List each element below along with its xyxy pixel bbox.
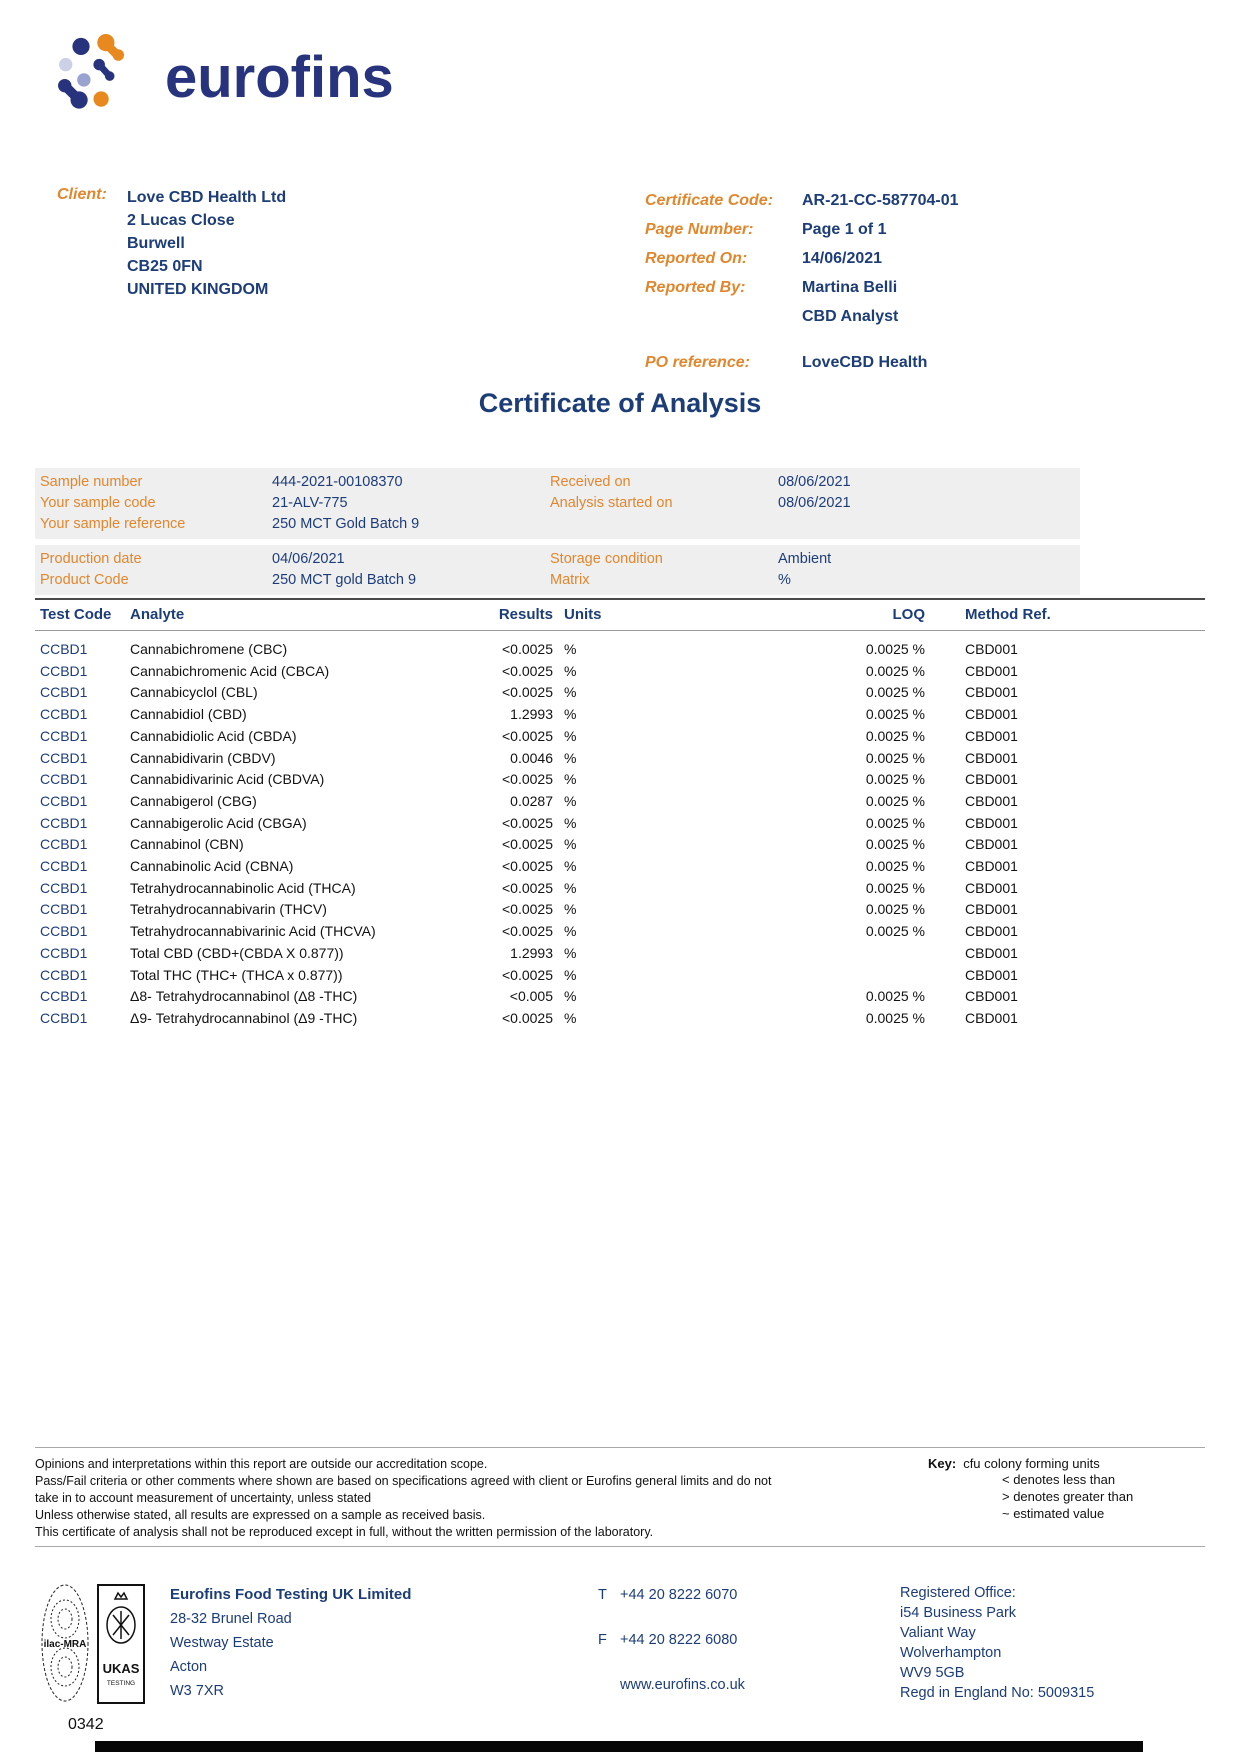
footer-company-block <box>170 1583 411 1703</box>
cell-result: 1.2993 <box>510 944 553 961</box>
header-units: Units <box>564 606 602 623</box>
cell-loq: 0.0025 % <box>865 814 925 831</box>
registered-office-lines <box>900 1603 1094 1703</box>
po-reference-label: PO reference: <box>645 354 750 371</box>
table-row <box>35 834 1205 856</box>
cell-units: % <box>564 944 577 961</box>
footer-registered-block <box>900 1583 1094 1703</box>
cell-test-code: CCBD1 <box>40 966 88 983</box>
header-loq: LOQ <box>892 606 925 623</box>
cell-method-ref: CBD001 <box>965 771 1018 788</box>
cell-test-code: CCBD1 <box>40 662 88 679</box>
info-value: 08/06/2021 <box>778 474 851 490</box>
cell-loq: 0.0025 % <box>865 988 925 1005</box>
cell-result: <0.0025 <box>502 1009 553 1026</box>
sample-info-row <box>35 472 1080 493</box>
info-value: % <box>778 572 791 588</box>
registered-office-line: Wolverhampton <box>900 1645 1002 1661</box>
cell-units: % <box>564 641 577 657</box>
cell-method-ref: CBD001 <box>965 966 1018 983</box>
key-entry: ~ estimated value <box>1002 1506 1105 1521</box>
contact-value: +44 20 8222 6080 <box>620 1632 738 1648</box>
table-row <box>35 769 1205 791</box>
client-address-line: 2 Lucas Close <box>127 212 235 229</box>
cell-units: % <box>564 836 577 853</box>
svg-text:ilac-MRA: ilac-MRA <box>43 1639 87 1650</box>
report-meta-block <box>645 186 1105 377</box>
cell-result: <0.0025 <box>502 641 553 657</box>
cell-method-ref: CBD001 <box>965 879 1018 896</box>
table-row <box>35 943 1205 965</box>
cell-units: % <box>564 1009 577 1026</box>
cell-method-ref: CBD001 <box>965 901 1018 918</box>
cell-result: <0.0025 <box>502 836 553 853</box>
cell-units: % <box>564 923 577 940</box>
cell-analyte: Cannabidiolic Acid (CBDA) <box>130 727 297 744</box>
cell-loq: 0.0025 % <box>865 641 925 657</box>
cell-result: <0.0025 <box>502 901 553 918</box>
cell-loq: 0.0025 % <box>865 727 925 744</box>
cell-test-code: CCBD1 <box>40 1009 88 1026</box>
cell-test-code: CCBD1 <box>40 923 88 940</box>
results-table-header <box>35 600 1205 631</box>
cell-units: % <box>564 814 577 831</box>
cell-method-ref: CBD001 <box>965 684 1018 701</box>
cell-result: <0.0025 <box>502 684 553 701</box>
table-row <box>35 965 1205 987</box>
meta-field-row <box>645 186 1105 215</box>
cell-loq <box>598 943 925 965</box>
cell-loq: 0.0025 % <box>865 749 925 766</box>
cell-units: % <box>564 879 577 896</box>
info-label: Matrix <box>550 572 590 588</box>
info-value: 444-2021-00108370 <box>272 474 403 490</box>
info-value <box>778 514 1080 535</box>
production-info-row <box>35 570 1080 591</box>
cell-units: % <box>564 706 577 723</box>
disclaimer-block <box>35 1447 1205 1547</box>
cell-result: <0.0025 <box>502 662 553 679</box>
meta-field-value: Martina Belli <box>802 279 898 296</box>
company-address <box>170 1607 411 1703</box>
meta-field-label: Certificate Code: <box>645 192 774 209</box>
cell-units: % <box>564 684 577 701</box>
client-address-line: CB25 0FN <box>127 258 203 275</box>
sample-info-row <box>35 493 1080 514</box>
key-first-entry: cfu colony forming units <box>963 1456 1100 1471</box>
meta-field-value: Page 1 of 1 <box>802 221 887 238</box>
cell-loq: 0.0025 % <box>865 901 925 918</box>
cell-loq: 0.0025 % <box>865 684 925 701</box>
company-address-line: Westway Estate <box>170 1635 274 1651</box>
info-value: Ambient <box>778 551 832 567</box>
cell-method-ref: CBD001 <box>965 792 1018 809</box>
table-row <box>35 1008 1205 1030</box>
info-value: 04/06/2021 <box>272 551 345 567</box>
company-address-line: W3 7XR <box>170 1683 224 1699</box>
table-row <box>35 704 1205 726</box>
disclaimer-line: Pass/Fail criteria or other comments where shown are based on specifications agreed with client or Eurofins general limits and do not <box>35 1474 772 1488</box>
eurofins-logo <box>55 34 394 122</box>
cell-result: <0.0025 <box>502 858 553 875</box>
disclaimer-line: Unless otherwise stated, all results are expressed on a sample as received basis. <box>35 1508 486 1522</box>
scan-artifact-bar <box>95 1741 1143 1752</box>
po-reference-value: LoveCBD Health <box>802 354 928 371</box>
eurofins-logo-text: eurofins <box>165 45 394 110</box>
results-table-body <box>35 631 1205 1030</box>
cell-method-ref: CBD001 <box>965 814 1018 831</box>
registered-office-line: Regd in England No: 5009315 <box>900 1685 1095 1701</box>
header-results: Results <box>498 606 553 623</box>
meta-field-value: 14/06/2021 <box>802 250 883 267</box>
cell-method-ref: CBD001 <box>965 662 1018 679</box>
cell-test-code: CCBD1 <box>40 944 88 961</box>
eurofins-molecule-icon <box>55 34 151 122</box>
cell-analyte: Cannabigerol (CBG) <box>130 792 257 809</box>
cell-units: % <box>564 662 577 679</box>
meta-field-value: AR-21-CC-587704-01 <box>802 192 959 209</box>
cell-analyte: Tetrahydrocannabivarinic Acid (THCVA) <box>130 923 376 940</box>
key-label: Key: <box>928 1456 957 1471</box>
info-value: 250 MCT gold Batch 9 <box>272 572 417 588</box>
client-address-line: Burwell <box>127 235 185 252</box>
info-label: Storage condition <box>550 551 663 567</box>
cell-units: % <box>564 792 577 809</box>
cell-method-ref: CBD001 <box>965 706 1018 723</box>
cell-units: % <box>564 749 577 766</box>
meta-field-label: Page Number: <box>645 221 754 238</box>
cell-analyte: Cannabidivarinic Acid (CBDVA) <box>130 771 325 788</box>
info-label: Product Code <box>40 572 129 588</box>
contact-prefix <box>598 1673 620 1697</box>
cell-result: <0.0025 <box>502 727 553 744</box>
cell-analyte: Δ8- Tetrahydrocannabinol (Δ8 -THC) <box>130 988 358 1005</box>
cell-loq: 0.0025 % <box>865 836 925 853</box>
results-table <box>35 598 1205 1030</box>
disclaimer-line: Opinions and interpretations within this report are outside our accreditation scope. <box>35 1457 488 1471</box>
contact-row <box>598 1628 745 1652</box>
cell-loq: 0.0025 % <box>865 662 925 679</box>
client-label: Client: <box>57 186 107 203</box>
cell-units: % <box>564 901 577 918</box>
cell-result: 1.2993 <box>510 706 553 723</box>
disclaimer-line: take in to account measurement of uncertainty, unless stated <box>35 1491 372 1505</box>
cell-loq <box>598 965 925 987</box>
cell-method-ref: CBD001 <box>965 923 1018 940</box>
table-row <box>35 921 1205 943</box>
header-test-code: Test Code <box>40 606 112 623</box>
svg-text:UKAS: UKAS <box>102 1661 140 1676</box>
cell-analyte: Cannabicyclol (CBL) <box>130 684 258 701</box>
cell-analyte: Tetrahydrocannabinolic Acid (THCA) <box>130 879 356 896</box>
cell-result: <0.0025 <box>502 923 553 940</box>
cell-test-code: CCBD1 <box>40 771 88 788</box>
cell-analyte: Cannabigerolic Acid (CBGA) <box>130 814 307 831</box>
cell-units: % <box>564 771 577 788</box>
info-label: Your sample reference <box>40 516 186 532</box>
meta-field-value: CBD Analyst <box>802 308 899 325</box>
cell-method-ref: CBD001 <box>965 944 1018 961</box>
cell-test-code: CCBD1 <box>40 727 88 744</box>
table-row <box>35 813 1205 835</box>
cell-method-ref: CBD001 <box>965 858 1018 875</box>
cell-units: % <box>564 727 577 744</box>
registered-office-line: Valiant Way <box>900 1625 976 1641</box>
meta-field-row <box>645 215 1105 244</box>
key-entry: > denotes greater than <box>1002 1489 1134 1504</box>
cell-analyte: Cannabidiol (CBD) <box>130 706 247 723</box>
key-entry: < denotes less than <box>1002 1472 1116 1487</box>
meta-field-label: Reported On: <box>645 250 748 267</box>
cell-analyte: Cannabinolic Acid (CBNA) <box>130 858 294 875</box>
cell-analyte: Cannabichromene (CBC) <box>130 641 288 657</box>
registered-office-line: WV9 5GB <box>900 1665 965 1681</box>
info-value: 21-ALV-775 <box>272 495 348 511</box>
cell-analyte: Cannabichromenic Acid (CBCA) <box>130 662 330 679</box>
meta-field-row <box>645 273 1105 302</box>
cell-result: 0.0046 <box>510 749 553 766</box>
contact-value: www.eurofins.co.uk <box>620 1677 745 1693</box>
cell-analyte: Total THC (THC+ (THCA x 0.877)) <box>130 966 343 983</box>
key-block <box>928 1456 1133 1522</box>
table-row <box>35 639 1205 661</box>
cell-analyte: Cannabidivarin (CBDV) <box>130 749 276 766</box>
info-value: 250 MCT Gold Batch 9 <box>272 516 420 532</box>
table-row <box>35 748 1205 770</box>
info-label: Received on <box>550 474 631 490</box>
info-label: Production date <box>40 551 142 567</box>
report-meta-fields <box>645 186 1105 331</box>
sample-info-row <box>35 514 1080 535</box>
cell-test-code: CCBD1 <box>40 792 88 809</box>
page-title: Certificate of Analysis <box>478 388 762 418</box>
info-label: Your sample code <box>40 495 156 511</box>
cell-method-ref: CBD001 <box>965 1009 1018 1026</box>
contact-prefix: T <box>598 1587 607 1603</box>
header-analyte: Analyte <box>130 606 185 623</box>
cell-test-code: CCBD1 <box>40 836 88 853</box>
key-first-row <box>928 1456 1133 1471</box>
cell-loq: 0.0025 % <box>865 792 925 809</box>
cell-analyte: Δ9- Tetrahydrocannabinol (Δ9 -THC) <box>130 1009 358 1026</box>
footer-contact-block <box>598 1583 745 1718</box>
cell-test-code: CCBD1 <box>40 858 88 875</box>
table-row <box>35 856 1205 878</box>
contact-row <box>598 1583 745 1607</box>
contact-prefix: F <box>598 1632 607 1648</box>
header-method-ref: Method Ref. <box>965 606 1051 623</box>
cell-analyte: Total CBD (CBD+(CBDA X 0.877)) <box>130 944 344 961</box>
table-row <box>35 899 1205 921</box>
table-row <box>35 878 1205 900</box>
info-label <box>550 514 778 535</box>
table-row <box>35 661 1205 683</box>
cell-analyte: Cannabinol (CBN) <box>130 836 244 853</box>
cell-test-code: CCBD1 <box>40 684 88 701</box>
cell-result: <0.0025 <box>502 814 553 831</box>
contact-value: +44 20 8222 6070 <box>620 1587 738 1603</box>
registered-office-line: i54 Business Park <box>900 1605 1017 1621</box>
client-block <box>57 186 286 301</box>
info-value: 08/06/2021 <box>778 495 851 511</box>
sample-info-block <box>35 468 1080 539</box>
cell-test-code: CCBD1 <box>40 641 88 657</box>
cell-test-code: CCBD1 <box>40 879 88 896</box>
disclaimer-line: This certificate of analysis shall not be reproduced except in full, without the written permission of the laboratory. <box>35 1525 654 1539</box>
cell-analyte: Tetrahydrocannabivarin (THCV) <box>130 901 327 918</box>
cell-result: <0.0025 <box>502 879 553 896</box>
table-row <box>35 682 1205 704</box>
client-address <box>127 186 286 301</box>
cell-result: <0.005 <box>509 988 553 1005</box>
production-info-row <box>35 549 1080 570</box>
cell-test-code: CCBD1 <box>40 814 88 831</box>
company-address-line: 28-32 Brunel Road <box>170 1611 292 1627</box>
info-label: Analysis started on <box>550 495 673 511</box>
table-row <box>35 791 1205 813</box>
cell-test-code: CCBD1 <box>40 706 88 723</box>
svg-text:TESTING: TESTING <box>106 1680 136 1687</box>
cell-loq: 0.0025 % <box>865 858 925 875</box>
cell-loq: 0.0025 % <box>865 1009 925 1026</box>
cell-method-ref: CBD001 <box>965 749 1018 766</box>
meta-field-row <box>645 302 1105 331</box>
cell-loq: 0.0025 % <box>865 923 925 940</box>
cell-test-code: CCBD1 <box>40 901 88 918</box>
registered-office-title: Registered Office: <box>900 1585 1016 1601</box>
table-row <box>35 986 1205 1008</box>
info-label: Sample number <box>40 474 143 490</box>
cell-units: % <box>564 858 577 875</box>
meta-field-label <box>645 302 802 331</box>
cell-test-code: CCBD1 <box>40 988 88 1005</box>
cell-result: <0.0025 <box>502 966 553 983</box>
cell-units: % <box>564 966 577 983</box>
accreditation-marks <box>40 1583 160 1714</box>
production-info-block <box>35 545 1080 595</box>
accreditation-number: 0342 <box>68 1716 104 1733</box>
cell-method-ref: CBD001 <box>965 727 1018 744</box>
contact-row <box>598 1673 745 1697</box>
cell-result: <0.0025 <box>502 771 553 788</box>
company-address-line: Acton <box>170 1659 208 1675</box>
cell-method-ref: CBD001 <box>965 836 1018 853</box>
meta-field-row <box>645 244 1105 273</box>
cell-method-ref: CBD001 <box>965 641 1018 657</box>
company-name: Eurofins Food Testing UK Limited <box>170 1586 412 1603</box>
meta-field-label: Reported By: <box>645 279 746 296</box>
client-address-line: UNITED KINGDOM <box>127 281 269 298</box>
cell-result: 0.0287 <box>510 792 553 809</box>
po-reference-row <box>645 348 1105 377</box>
ilac-mra-ukas-icon <box>40 1583 160 1709</box>
cell-method-ref: CBD001 <box>965 988 1018 1005</box>
key-entries <box>1002 1471 1133 1522</box>
client-address-line: Love CBD Health Ltd <box>127 189 287 206</box>
cell-units: % <box>564 988 577 1005</box>
cell-loq: 0.0025 % <box>865 879 925 896</box>
cell-test-code: CCBD1 <box>40 749 88 766</box>
table-row <box>35 726 1205 748</box>
cell-loq: 0.0025 % <box>865 771 925 788</box>
cell-loq: 0.0025 % <box>865 706 925 723</box>
